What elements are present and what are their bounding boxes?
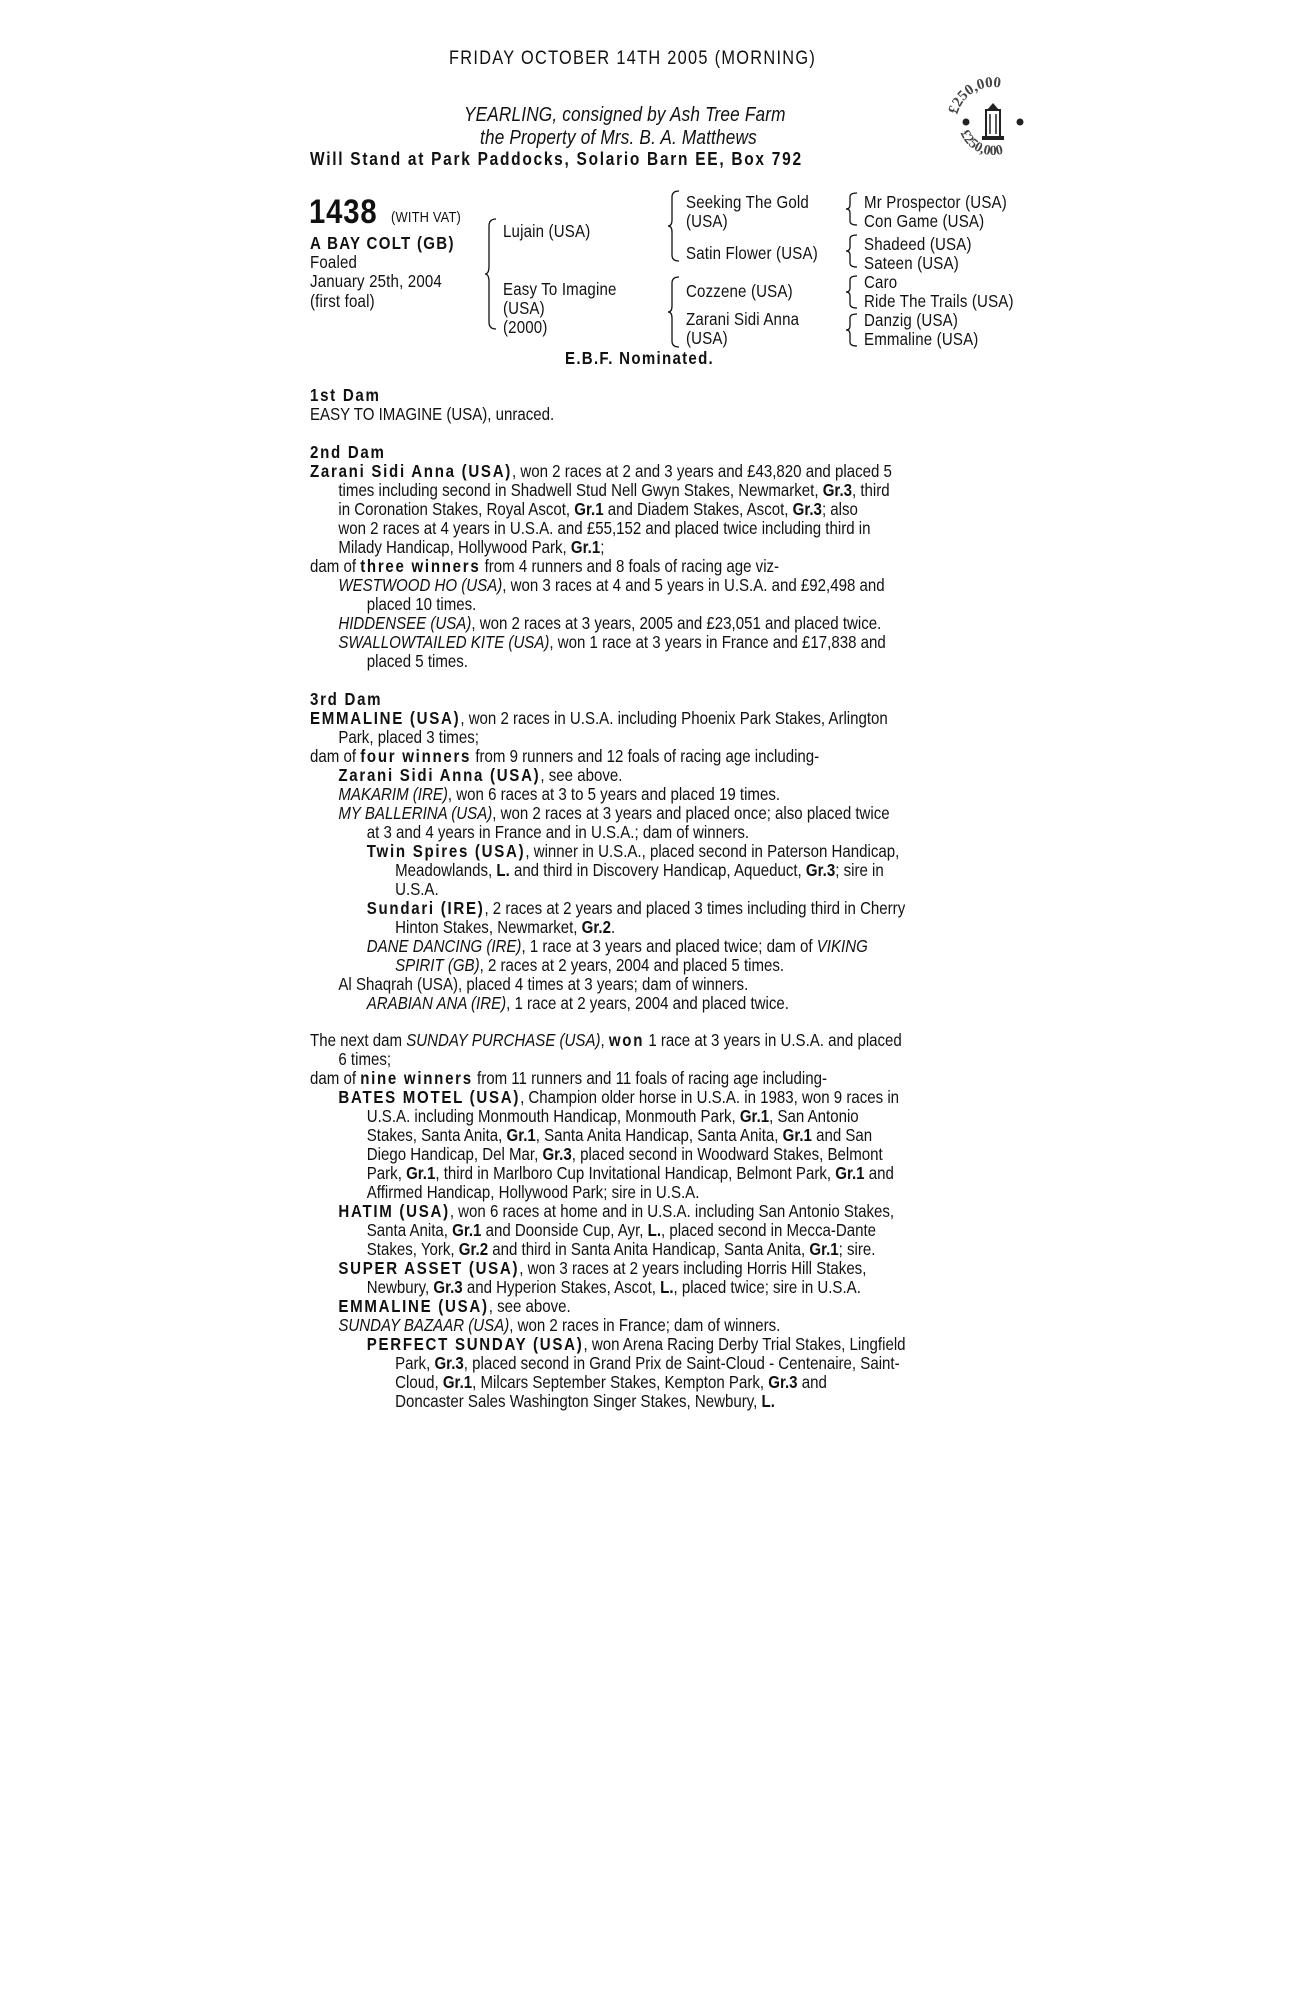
pedigree-dam-line2: (USA) [503, 298, 545, 318]
pedigree-brace-dam [667, 276, 681, 348]
pedigree-ss-line1: Seeking The Gold [686, 192, 809, 212]
pedigree-sdd: Sateen (USA) [864, 253, 959, 273]
second-dam-heading: 2nd Dam [310, 442, 386, 462]
third-dam-name: EMMALINE (USA) [310, 708, 461, 728]
badge-text-top: £250,000 [946, 74, 1002, 117]
first-dam-section [310, 386, 1062, 424]
lighthouse-badge-icon [946, 72, 1040, 166]
progeny-westwood-ho: WESTWOOD HO (USA) [338, 575, 503, 595]
next-dam-name: SUNDAY PURCHASE (USA) [406, 1030, 601, 1050]
pedigree-dd-line1: Zarani Sidi Anna [686, 309, 800, 329]
foaled-label: Foaled [310, 252, 358, 272]
pedigree-ddd: Emmaline (USA) [864, 329, 979, 349]
horse-description: A BAY COLT (GB) [310, 233, 455, 253]
pedigree-dam-line3: (2000) [503, 317, 548, 337]
pedigree-brace-sd [845, 234, 859, 268]
foaled-date: January 25th, 2004 [310, 271, 442, 291]
third-dam-heading: 3rd Dam [310, 689, 383, 709]
pedigree-dsd: Ride The Trails (USA) [864, 291, 1014, 311]
second-dam-section: 2nd Dam Zarani Sidi Anna (USA), won 2 races at 2 and 3 years and £43,820 and placed 5 times including second in Shadwell Stud Nell Gwyn Stakes, Newmarket, Gr.3, third in Coronation Stakes, Royal Ascot, Gr.1 and Diadem Stakes, Ascot, Gr.3; also won 2 races at 4 years in U.S.A. and £55,152 and placed twice including third in Milady Handicap, Hollywood Park, Gr.1; dam of three winners from 4 runners and 8 foals of racing age viz- WESTWOOD HO (USA), won 3 races at 4 and 5 years in U.S.A. and £92,498 and placed 10 times. HIDDENSEE (USA), won 2 races at 3 years, 2005 and £23,051 and placed twice. SWALLOWTAILED KITE (USA), won 1 race at 3 years in France and £17,838 and placed 5 times. [310, 443, 1062, 671]
first-foal-note: (first foal) [310, 291, 375, 311]
pedigree-dam-line1: Easy To Imagine [503, 279, 617, 299]
badge-text-bottom: £250,000 [956, 127, 1005, 160]
pedigree-sss: Mr Prospector (USA) [864, 192, 1007, 212]
first-dam-text: EASY TO IMAGINE (USA), unraced. [310, 404, 555, 424]
lot-number: 1438 [309, 193, 378, 231]
pedigree-brace-ss [845, 192, 859, 226]
ebf-nominated: E.B.F. Nominated. [565, 348, 715, 368]
pedigree-ds: Cozzene (USA) [686, 281, 793, 301]
progeny-swallowtailed-kite: SWALLOWTAILED KITE (USA) [338, 632, 550, 652]
pedigree-brace-ds [845, 275, 859, 309]
pedigree-sd: Satin Flower (USA) [686, 243, 818, 263]
pedigree-dd-line2: (USA) [686, 328, 728, 348]
pedigree-sds: Shadeed (USA) [864, 234, 972, 254]
pedigree-ssd: Con Game (USA) [864, 211, 985, 231]
property-line: the Property of Mrs. B. A. Matthews [480, 127, 757, 149]
vat-note: (WITH VAT) [391, 209, 462, 226]
pedigree-sire: Lujain (USA) [503, 221, 591, 241]
pedigree-ss-line2: (USA) [686, 211, 728, 231]
progeny-hiddensee: HIDDENSEE (USA) [338, 613, 472, 633]
pedigree-dss: Caro [864, 272, 898, 292]
pedigree-dds: Danzig (USA) [864, 310, 959, 330]
stand-location: Will Stand at Park Paddocks, Solario Barn EE, Box 792 [310, 149, 803, 169]
first-dam-heading: 1st Dam [310, 385, 381, 405]
second-dam-name: Zarani Sidi Anna (USA) [310, 461, 513, 481]
next-dam-section: The next dam SUNDAY PURCHASE (USA), won 1 race at 3 years in U.S.A. and placed 6 times; dam of nine winners from 11 runners and 11 foals of racing age including- BATES MOTEL (USA), Champion older horse in U.S.A. in 1983, won 9 races in U.S.A. including Monmouth Handicap, Monmouth Park, Gr.1, San Antonio Stakes, Santa Anita, Gr.1, Santa Anita Handicap, Santa Anita, Gr.1 and San Diego Handicap, Del Mar, Gr.3, placed second in Woodward Stakes, Belmont Park, Gr.1, third in Marlboro Cup Invitational Handicap, Belmont Park, Gr.1 and Affirmed Handicap, Hollywood Park; sire in U.S.A. HATIM (USA), won 6 races at home and in U.S.A. including San Antonio Stakes, Santa Anita, Gr.1 and Doonside Cup, Ayr, L., placed second in Mecca-Dante Stakes, York, Gr.2 and third in Santa Anita Handicap, Santa Anita, Gr.1; sire. SUPER ASSET (USA), won 3 races at 2 years including Horris Hill Stakes, Newbury, Gr.3 and Hyperion Stakes, Ascot, L., placed twice; sire in U.S.A. EMMALINE (USA), see above. SUNDAY BAZAAR (USA), won 2 races in France; dam of winners. PERFECT SUNDAY (USA), won Arena Racing Derby Trial Stakes, Lingfield Park, Gr.3, placed second in Grand Prix de Saint-Cloud - Centenaire, Saint- Cloud, Gr.1, Milcars September Stakes, Kempton Park, Gr.3 and Doncaster Sales Washington Singer Stakes, Newbury, L. [310, 1030, 906, 1411]
third-dam-section: 3rd Dam EMMALINE (USA), won 2 races in U.S.A. including Phoenix Park Stakes, Arlington Park, placed 3 times; dam of four winners from 9 runners and 12 foals of racing age including- Zarani Sidi Anna (USA), see above. MAKARIM (IRE), won 6 races at 3 to 5 years and placed 19 times. MY BALLERINA (USA), won 2 races at 3 years and placed once; also placed twice at 3 and 4 years in France and in U.S.A.; dam of winners. Twin Spires (USA), winner in U.S.A., placed second in Paterson Handicap, Meadowlands, L. and third in Discovery Handicap, Aqueduct, Gr.3; sire in U.S.A. Sundari (IRE), 2 races at 2 years and placed 3 times including third in Cherry Hinton Stakes, Newmarket, Gr.2. DANE DANCING (IRE), 1 race at 3 years and placed twice; dam of VIKING SPIRIT (GB), 2 races at 2 years, 2004 and placed 5 times. Al Shaqrah (USA), placed 4 times at 3 years; dam of winners. ARABIAN ANA (IRE), 1 race at 2 years, 2004 and placed twice. [310, 690, 1062, 1013]
pedigree-brace-main [484, 218, 498, 330]
reserve-price-badge [946, 72, 1040, 166]
pedigree-brace-dd [845, 313, 859, 347]
pedigree-brace-sire [667, 190, 681, 262]
consignor-line: YEARLING, consigned by Ash Tree Farm [464, 104, 786, 126]
sale-date-title: FRIDAY OCTOBER 14TH 2005 (MORNING) [449, 48, 817, 69]
